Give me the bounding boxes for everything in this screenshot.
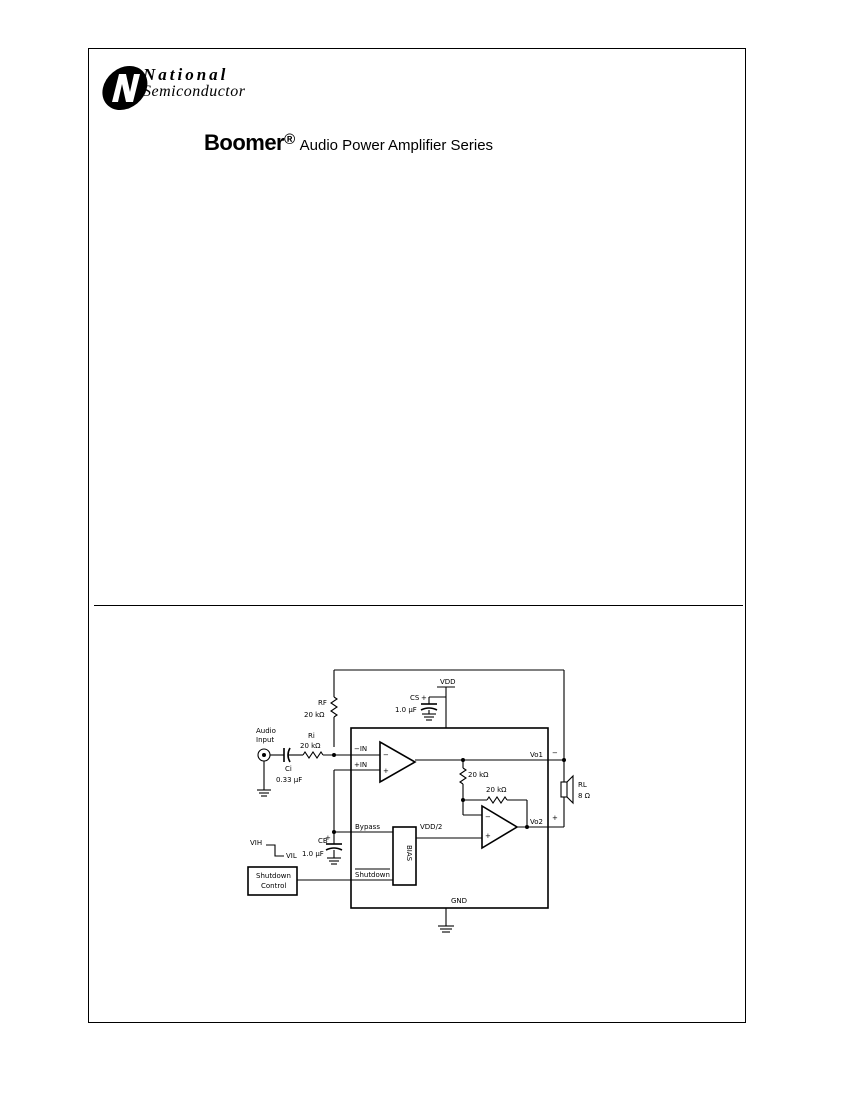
shutdown-control-line1: Shutdown	[256, 872, 291, 880]
brand-line-semiconductor: Semiconductor	[143, 83, 246, 100]
audio-input-label-2: Input	[256, 736, 275, 744]
logic-level-waveform	[266, 845, 284, 856]
rf-resistor	[331, 697, 337, 717]
svg-text:+: +	[421, 694, 427, 702]
speaker-rl	[561, 782, 567, 797]
opamp1-minus: −	[383, 751, 389, 759]
out-minus: −	[552, 749, 558, 757]
series-brand: Boomer	[204, 130, 285, 155]
internal-resistor-2	[487, 797, 507, 803]
cs-value: 1.0 μF	[395, 706, 417, 714]
vil-label: VIL	[286, 852, 297, 860]
rf-value: 20 kΩ	[304, 711, 325, 719]
internal-resistor-1	[460, 768, 466, 784]
out-plus: +	[552, 814, 558, 822]
bias-label: BIAS	[405, 845, 413, 862]
ci-label: Ci	[285, 765, 292, 773]
vo1-label: Vo1	[530, 751, 543, 759]
pin-bypass: Bypass	[355, 823, 380, 831]
vdd-half-label: VDD/2	[420, 823, 443, 831]
rl-value: 8 Ω	[578, 792, 591, 800]
registered-mark: ®	[284, 131, 296, 148]
ci-value: 0.33 μF	[276, 776, 303, 784]
cb-label: CB	[318, 837, 328, 845]
gnd-label: GND	[451, 897, 468, 905]
pin-shutdown: Shutdown	[355, 871, 390, 879]
r-internal-1-value: 20 kΩ	[468, 771, 489, 779]
pin-minus-in: −IN	[354, 745, 368, 753]
rf-label: RF	[318, 699, 327, 707]
pin-plus-in: +IN	[354, 761, 368, 769]
brand-line-national: National	[143, 65, 229, 84]
rl-label: RL	[578, 781, 587, 789]
ri-value: 20 kΩ	[300, 742, 321, 750]
vih-label: VIH	[250, 839, 263, 847]
cs-label: CS	[410, 694, 420, 702]
r-internal-2-value: 20 kΩ	[486, 786, 507, 794]
opamp2-plus: +	[485, 832, 491, 840]
audio-input-label-1: Audio	[256, 727, 276, 735]
cb-value: 1.0 μF	[302, 850, 324, 858]
vdd-label: VDD	[440, 678, 456, 686]
ri-resistor	[303, 752, 323, 758]
vo2-label: Vo2	[530, 818, 543, 826]
series-subtitle: Audio Power Amplifier Series	[299, 137, 494, 154]
opamp2-minus: −	[485, 813, 491, 821]
svg-text:+: +	[325, 834, 331, 842]
opamp1-plus: +	[383, 767, 389, 775]
shutdown-control-line2: Control	[261, 882, 287, 890]
ri-label: Ri	[308, 732, 315, 740]
opamp-1	[380, 742, 415, 782]
